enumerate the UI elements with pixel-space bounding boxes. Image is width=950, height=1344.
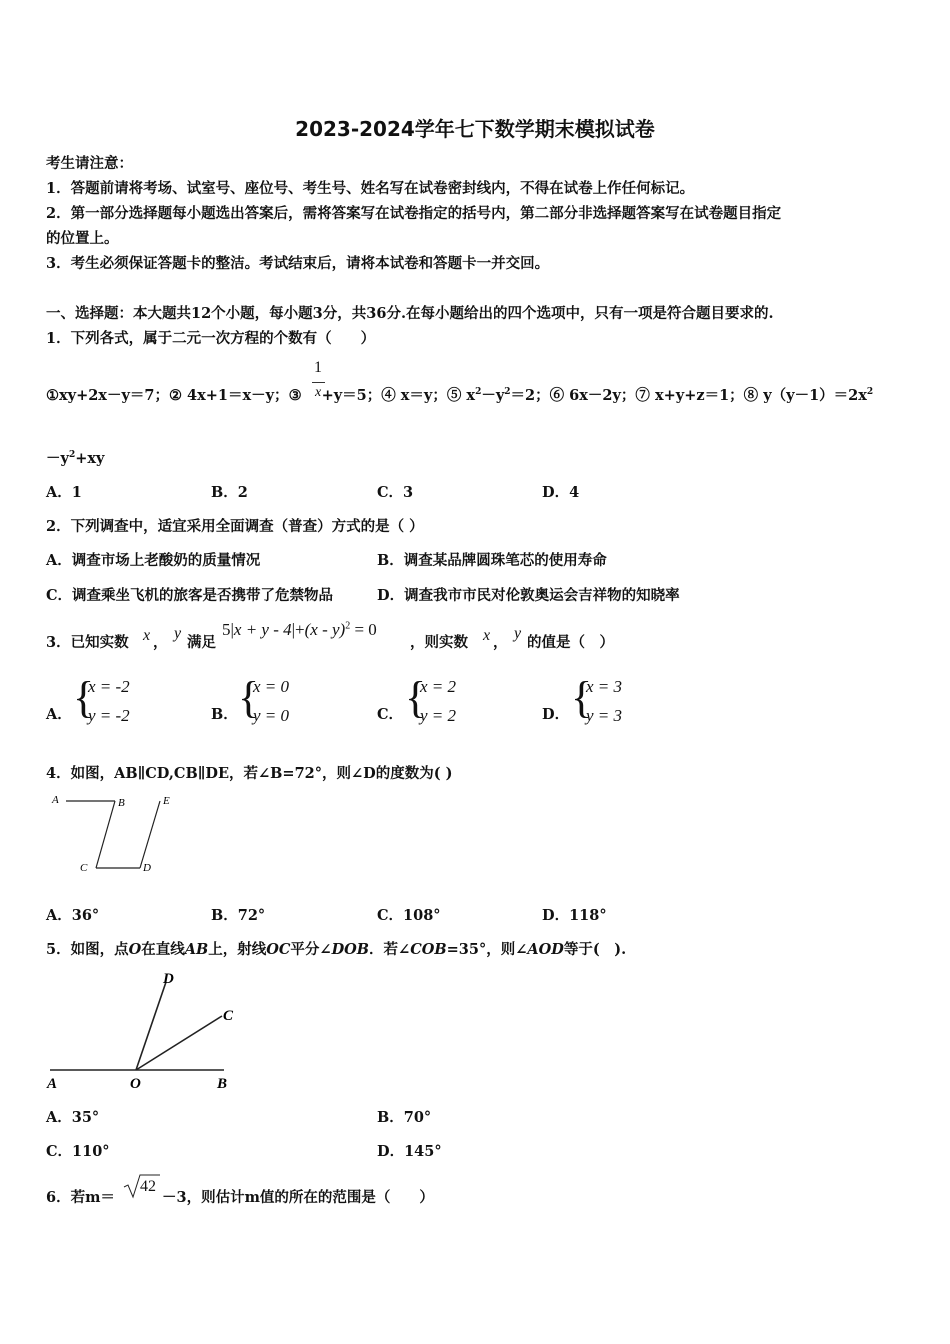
q3-option-d-label[interactable]: D． <box>542 706 570 723</box>
q5-figure <box>44 962 244 1094</box>
notice-line-2a: 2．第一部分选择题每小题选出答案后，需将答案写在试卷指定的括号内，第二部分非选择题答案写在试卷题目指定 <box>46 205 782 222</box>
notice-line-2b: 的位置上。 <box>46 230 119 247</box>
q5-option-b[interactable]: B．70° <box>377 1109 432 1126</box>
q3-stem-b: 满足 <box>187 634 216 651</box>
notice-line-3: 3．考生必须保证答题卡的整洁。考试结束后，请将本试卷和答题卡一并交回。 <box>46 255 550 272</box>
q3-option-c-brace: { <box>405 673 427 722</box>
q1-option-c[interactable]: C．3 <box>377 484 414 501</box>
q3-comma: ， <box>153 634 168 651</box>
q3-var-x: x <box>143 627 151 644</box>
q3-stem-a: 3．已知实数 <box>46 634 129 651</box>
q3-option-d-row1: x = 3 <box>586 677 623 696</box>
q1-expr-5: ⑤ $x^2-y^2=2$； <box>446 387 550 404</box>
q4-label-c: C <box>80 862 88 874</box>
q2-option-c[interactable]: C．调查乘坐飞机的旅客是否携带了危禁物品 <box>46 587 334 604</box>
q1-expr-8: ⑧ $y(y-1)=2x^2$ <box>743 387 874 404</box>
q3-option-d-row2: y = 3 <box>586 706 623 725</box>
q1-expr-6: ⑥ 6x－2y； <box>549 387 636 404</box>
q5-ray-od <box>136 982 166 1070</box>
q4-option-a[interactable]: A．36° <box>46 907 100 924</box>
q4-option-c[interactable]: C．108° <box>377 907 441 924</box>
notice-line-1: 1．答题前请将考场、试室号、座位号、考生号、姓名写在试卷密封线内，不得在试卷上作任何标记。 <box>46 180 695 197</box>
q1-expr-7: ⑦ x+y+z＝1； <box>635 387 744 404</box>
q1-fraction-numerator: 1 <box>314 359 322 376</box>
q3-option-a-brace: { <box>73 673 95 722</box>
notice-heading: 考生请注意： <box>46 155 133 172</box>
q4-segment-bc <box>96 801 115 868</box>
q4-label-a: A <box>52 794 59 806</box>
q6-stem-b: －3，则估计m值的所在的范围是（ ） <box>162 1189 434 1206</box>
q1-fraction-denominator: x <box>315 385 322 400</box>
q4-option-d[interactable]: D．118° <box>542 907 607 924</box>
q1-fraction-bar <box>312 382 325 383</box>
q3-option-a-row2: y = -2 <box>88 706 130 725</box>
q3-option-b-row1: x = 0 <box>253 677 290 696</box>
q3-option-a-row1: x = -2 <box>88 677 130 696</box>
q2-option-b[interactable]: B．调查某品牌圆珠笔芯的使用寿命 <box>377 552 607 569</box>
q3-var-x-2: x <box>483 627 491 644</box>
q1-option-a[interactable]: A．1 <box>46 484 82 501</box>
q2-stem: 2．下列调查中，适宜采用全面调查（普查）方式的是（ ） <box>46 518 424 535</box>
q5-label-b: B <box>217 1076 228 1092</box>
q1-expressions <box>46 384 873 405</box>
q1-option-d[interactable]: D．4 <box>542 484 580 501</box>
q2-option-d[interactable]: D．调查我市市民对伦敦奥运会吉祥物的知晓率 <box>377 587 680 604</box>
q4-option-b[interactable]: B．72° <box>211 907 266 924</box>
q1-expr-3-rest: +y＝5； <box>321 387 382 404</box>
q4-label-b: B <box>118 797 125 809</box>
q2-option-a[interactable]: A．调查市场上老酸奶的质量情况 <box>46 552 261 569</box>
q5-option-d[interactable]: D．145° <box>377 1143 442 1160</box>
q3-var-y-2: y <box>514 625 522 642</box>
q5-option-c[interactable]: C．110° <box>46 1143 110 1160</box>
q1-option-b[interactable]: B．2 <box>211 484 248 501</box>
q4-segment-de <box>140 801 160 868</box>
q3-var-y: y <box>174 625 182 642</box>
q5-label-c: C <box>223 1008 234 1024</box>
q3-option-b-row2: y = 0 <box>253 706 290 725</box>
q4-label-e: E <box>163 795 170 807</box>
q3-option-c-row2: y = 2 <box>420 706 457 725</box>
q1-stem: 1．下列各式，属于二元一次方程的个数有（ ） <box>46 330 376 347</box>
q5-label-a: A <box>47 1076 58 1092</box>
q4-stem: 4．如图，AB∥CD,CB∥DE，若∠B=72°，则∠D的度数为( ) <box>46 765 453 782</box>
q5-label-o: O <box>130 1076 141 1092</box>
q5-label-d: D <box>163 971 174 987</box>
q6-radicand: 42 <box>140 1178 156 1195</box>
q5-stem: 5．如图，点O在直线AB上，射线OC平分∠DOB．若∠COB=35°，则∠AOD等于( ). <box>46 941 627 958</box>
q3-stem-d: 的值是（ ） <box>527 634 614 651</box>
q3-stem-c: ，则实数 <box>410 634 468 651</box>
q4-figure <box>44 788 184 880</box>
q4-label-d: D <box>143 862 151 874</box>
q1-expr-3-circ: ③ <box>288 387 302 404</box>
q5-ray-oc <box>136 1016 222 1070</box>
q6-stem-a: 6．若m＝ <box>46 1189 115 1206</box>
q3-comma-2: ， <box>493 634 508 651</box>
q1-expr-1: ①xy+2x－y＝7； <box>46 387 169 404</box>
section-header: 一、选择题：本大题共12个小题，每小题3分，共36分.在每小题给出的四个选项中，只有一项是符合题目要求的. <box>46 305 774 322</box>
q1-expr-8-continued: $-y^2+xy$ <box>46 450 105 467</box>
q1-expr-4: ④ x＝y； <box>381 387 447 404</box>
q3-option-c-row1: x = 2 <box>420 677 457 696</box>
q3-option-d-brace: { <box>571 673 593 722</box>
page-title: 2023-2024学年七下数学期末模拟试卷 <box>295 117 655 141</box>
q1-expr-2: ② 4x+1＝x－y； <box>168 387 289 404</box>
q3-option-b-label[interactable]: B． <box>211 706 238 723</box>
q3-equation: 5|x + y - 4|+(x - y)$^2$ = 0 <box>222 620 377 639</box>
q3-option-a-label[interactable]: A． <box>46 706 72 723</box>
q5-option-a[interactable]: A．35° <box>46 1109 100 1126</box>
q3-option-c-label[interactable]: C． <box>377 706 404 723</box>
q3-option-b-brace: { <box>238 673 260 722</box>
